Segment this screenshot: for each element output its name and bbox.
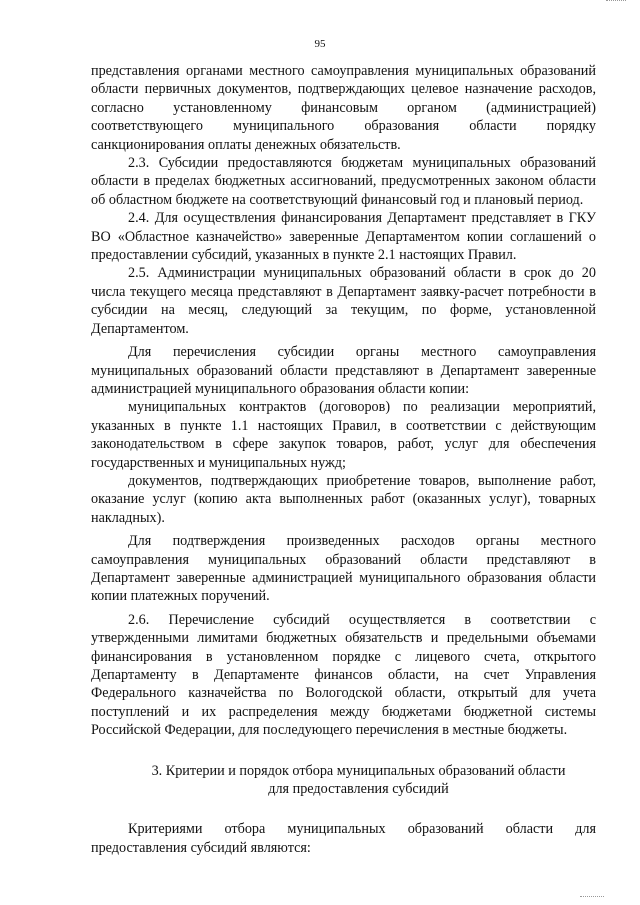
section-3-heading [91, 762, 596, 799]
paragraph-2-5: 2.5. Администрации муниципальных образований области в срок до 20 числа текущего месяца представляют в Департамент заявку-расчет потребности в субсидии на месяц, следующий за текущим, по форме, установленной Департаментом. [91, 265, 596, 337]
paragraph-contracts: муниципальных контрактов (договоров) по реализации мероприятий, указанных в пункте 1.1 настоящих Правил, в соответствии с действующим законодательством в сфере закупок товаров, работ, услуг для обеспечения государственных и муниципальных нужд; [91, 399, 596, 471]
document-body [91, 62, 596, 857]
scan-mark-bottom [580, 896, 604, 899]
page-number: 95 [314, 38, 326, 50]
paragraph-subsidy-transfer: Для перечисления субсидии органы местного самоуправления муниципальных образований области представляют в Департамент заверенные администрацией муниципального образования области копии: [91, 344, 596, 397]
paragraph-criteria-intro: Критериями отбора муниципальных образований области для предоставления субсидий являются: [91, 821, 596, 856]
paragraph-2-6: 2.6. Перечисление субсидий осуществляется в соответствии с утвержденными лимитами бюджетных обязательств и предельными объемами финансирования в установленном порядке с лицевого счета, открытого Департаменту в Департаменте финансов области, на счет Управления Федерального казначейства по Вологодской области, открытый для учета поступлений и их распределения между бюджетами бюджетной системы Российской Федерации, для последующего перечисления в местные бюджеты. [91, 611, 596, 739]
paragraph-2-4: 2.4. Для осуществления финансирования Департамент представляет в ГКУ ВО «Областное казначейство» заверенные Департаментом копии соглашений о предоставлении субсидий, указанных в пункте 2.1 настоящих Правил. [91, 210, 596, 264]
paragraph-expense-confirmation: Для подтверждения произведенных расходов органы местного самоуправления муниципальных образований области представляют в Департамент заверенные администрацией муниципального образования области копии платежных поручений. [91, 533, 596, 605]
section-3-heading-line-1: 3. Критерии и порядок отбора муниципальных образований области [151, 762, 566, 779]
scan-mark-top [606, 0, 626, 3]
paragraph-2-3: 2.3. Субсидии предоставляются бюджетам муниципальных образований области в пределах бюджетных ассигнований, предусмотренных законом области об областном бюджете на соответствующий финансовый год и плановый период. [91, 155, 596, 208]
paragraph-documents: документов, подтверждающих приобретение товаров, выполнение работ, оказание услуг (копию акта выполненных работ (оказанных услуг), товарных накладных). [91, 472, 596, 526]
paragraph-continuation: представления органами местного самоуправления муниципальных образований области первичных документов, подтверждающих целевое назначение расходов, согласно установленному финансовым органом (администрацией) соответствующего муниципального образования области порядку санкционирования оплаты денежных обязательств. [91, 63, 596, 153]
section-3-heading-line-2: для предоставления субсидий [268, 781, 449, 798]
